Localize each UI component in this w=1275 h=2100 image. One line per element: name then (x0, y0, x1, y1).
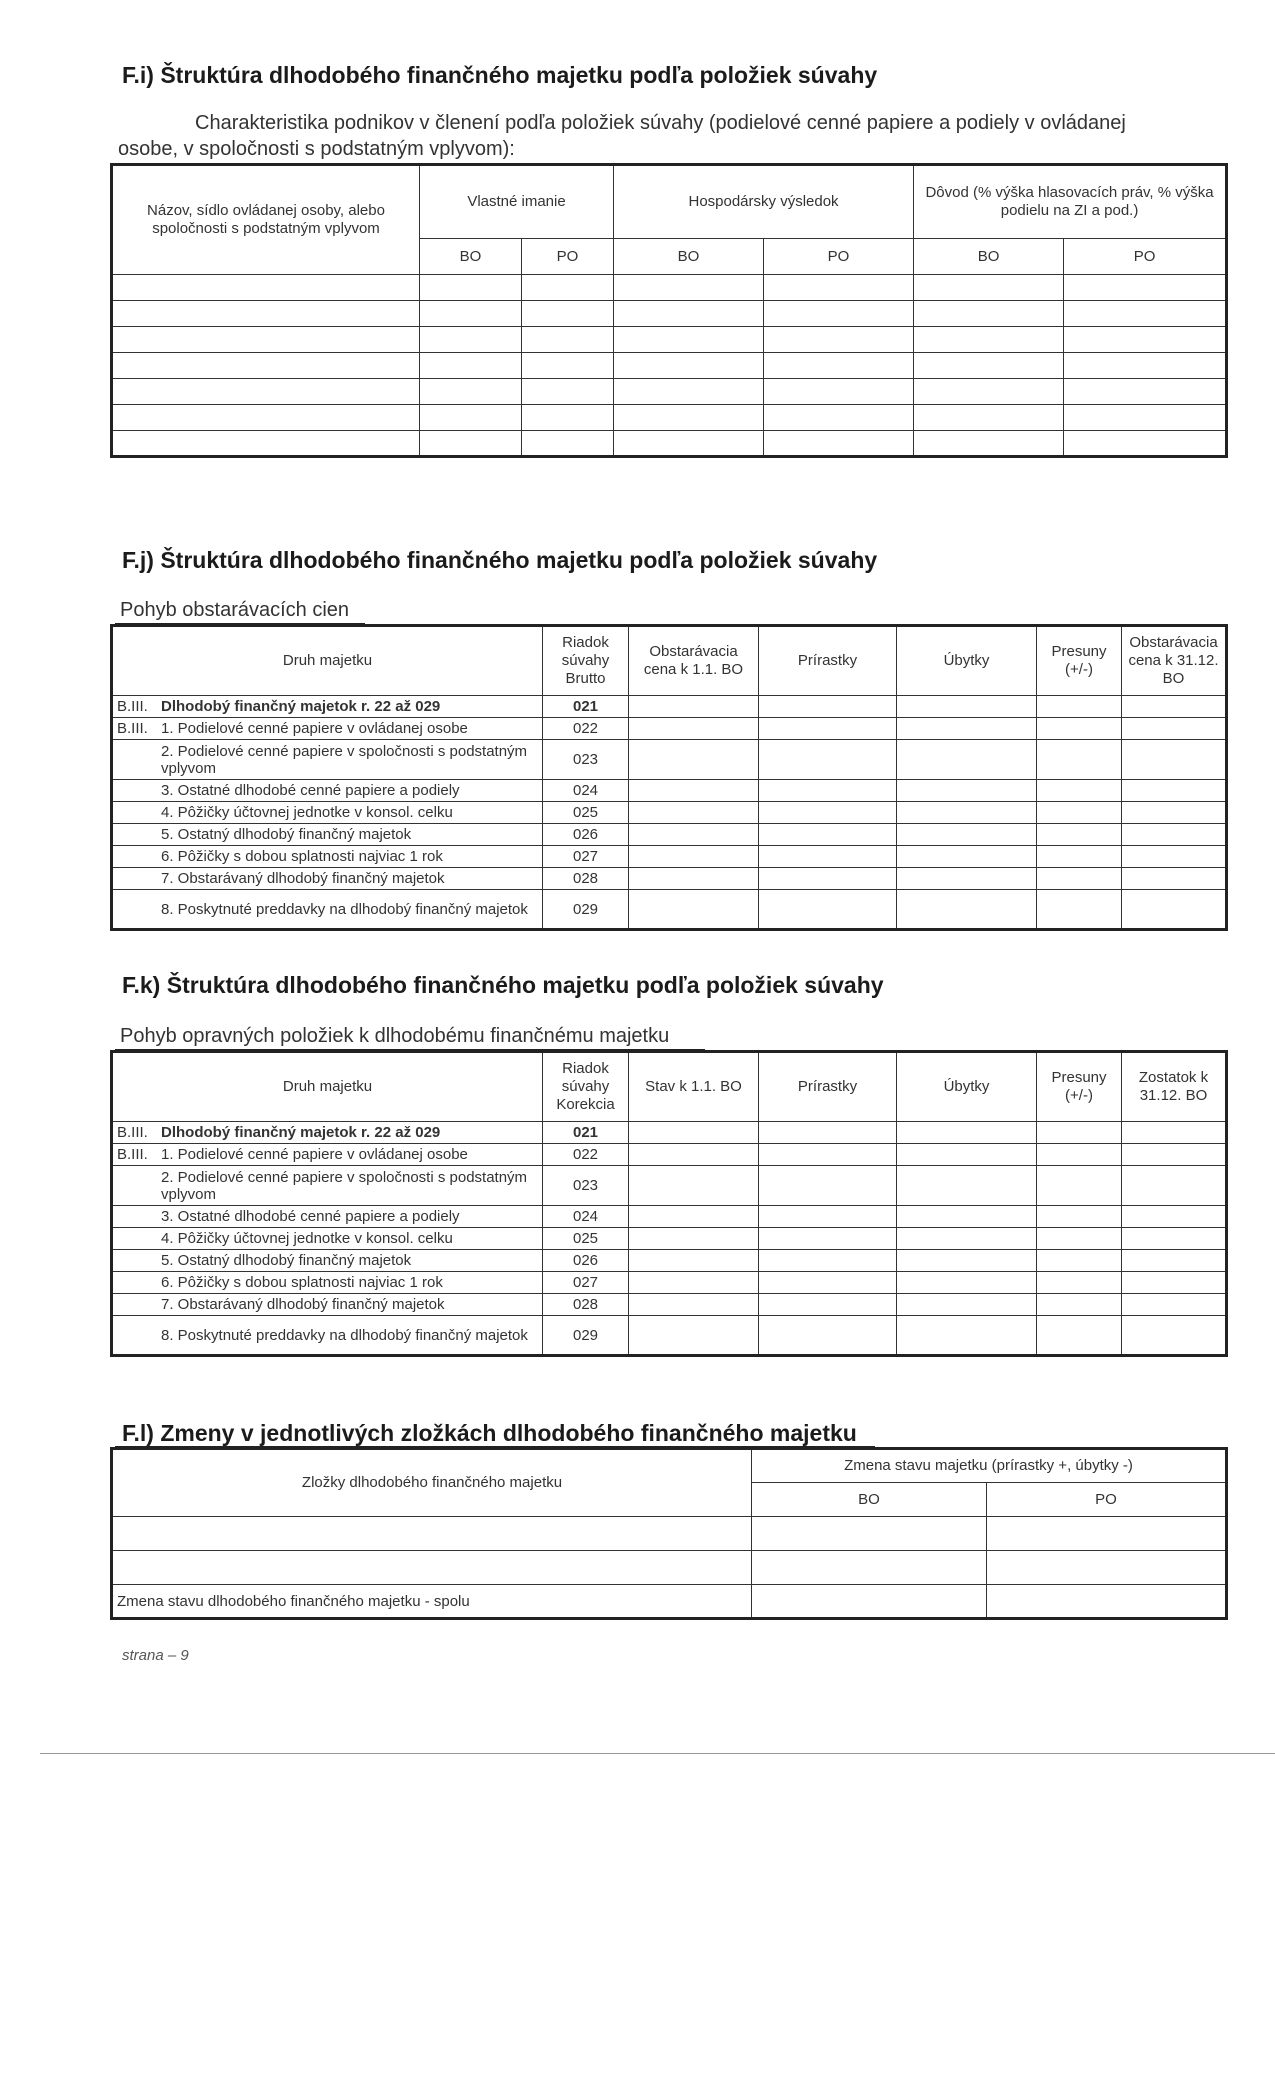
fk-row-label (112, 1144, 543, 1166)
fk-row-text: 6. Pôžičky s dobou splatnosti najviac 1 rok (161, 1274, 443, 1291)
fj-value-cell[interactable] (1122, 824, 1227, 846)
fj-value-cell[interactable] (1122, 696, 1227, 718)
fi-cell[interactable] (522, 405, 614, 431)
fj-table-row (112, 740, 1227, 780)
fk-table-row (112, 1144, 1227, 1166)
fk-row-text: 1. Podielové cenné papiere v ovládanej osobe (161, 1146, 468, 1163)
fj-row-label (112, 696, 543, 718)
fj-table-row (112, 780, 1227, 802)
fj-value-cell[interactable] (1037, 696, 1122, 718)
fk-value-cell[interactable] (1122, 1294, 1227, 1316)
fi-cell[interactable] (764, 431, 914, 457)
fj-value-cell[interactable] (1122, 890, 1227, 930)
fj-row-text: 8. Poskytnuté preddavky na dlhodobý finančný majetok (161, 900, 528, 918)
fk-value-cell[interactable] (1122, 1206, 1227, 1228)
fi-cell[interactable] (914, 353, 1064, 379)
fj-value-cell[interactable] (1037, 740, 1122, 780)
fk-row-prefix: B.III. (117, 1146, 148, 1163)
fk-value-cell[interactable] (629, 1294, 759, 1316)
fj-row-number: 022 (543, 718, 629, 740)
fk-table-row (112, 1206, 1227, 1228)
fk-title: F.k) Štruktúra dlhodobého finančného majetku podľa položiek súvahy (122, 972, 884, 998)
fj-row-text: 3. Ostatné dlhodobé cenné papiere a podiely (161, 782, 460, 799)
fk-row-prefix: B.III. (117, 1124, 148, 1141)
fi-empty-row (112, 431, 1227, 457)
fj-header-start: Obstarávacia cena k 1.1. BO (629, 626, 759, 696)
fj-value-cell[interactable] (897, 780, 1037, 802)
fj-row-label (112, 868, 543, 890)
fi-header-po: PO (1064, 239, 1227, 275)
fi-cell[interactable] (112, 275, 420, 301)
fi-cell[interactable] (1064, 275, 1227, 301)
fk-table-row (112, 1166, 1227, 1206)
fk-value-cell[interactable] (1122, 1272, 1227, 1294)
fk-value-cell[interactable] (1037, 1144, 1122, 1166)
fj-value-cell[interactable] (629, 890, 759, 930)
fl-total-bo[interactable] (752, 1585, 987, 1619)
fj-value-cell[interactable] (629, 846, 759, 868)
fj-value-cell[interactable] (1122, 740, 1227, 780)
fj-value-cell[interactable] (1037, 846, 1122, 868)
fi-cell[interactable] (764, 379, 914, 405)
fi-cell[interactable] (914, 405, 1064, 431)
fj-value-cell[interactable] (897, 846, 1037, 868)
fk-header-decreases: Úbytky (897, 1052, 1037, 1122)
fk-value-cell[interactable] (759, 1206, 897, 1228)
fi-cell[interactable] (614, 379, 764, 405)
fk-value-cell[interactable] (1122, 1228, 1227, 1250)
fi-cell[interactable] (522, 431, 614, 457)
fk-row-label (112, 1294, 543, 1316)
fk-row-number: 028 (543, 1294, 629, 1316)
fk-value-cell[interactable] (897, 1206, 1037, 1228)
fj-row-number: 029 (543, 890, 629, 930)
fk-table-row (112, 1272, 1227, 1294)
fi-header-reason: Dôvod (% výška hlasovacích práv, % výška podielu na ZI a pod.) (914, 165, 1227, 239)
fk-row-text: 7. Obstarávaný dlhodobý finančný majetok (161, 1296, 445, 1313)
fi-cell[interactable] (112, 353, 420, 379)
fj-value-cell[interactable] (897, 868, 1037, 890)
fl-table (110, 1447, 1228, 1620)
fk-row-label (112, 1250, 543, 1272)
fj-value-cell[interactable] (1122, 718, 1227, 740)
fi-title: F.i) Štruktúra dlhodobého finančného majetku podľa položiek súvahy (122, 62, 878, 88)
fk-value-cell[interactable] (759, 1294, 897, 1316)
fi-cell[interactable] (1064, 301, 1227, 327)
fj-value-cell[interactable] (897, 696, 1037, 718)
fk-value-cell[interactable] (629, 1250, 759, 1272)
fj-row-number: 025 (543, 802, 629, 824)
fi-cell[interactable] (914, 431, 1064, 457)
fj-value-cell[interactable] (1037, 824, 1122, 846)
fj-value-cell[interactable] (1037, 718, 1122, 740)
fj-table-row (112, 824, 1227, 846)
fj-value-cell[interactable] (897, 802, 1037, 824)
fi-intro-line1: Charakteristika podnikov v členení podľa položiek súvahy (podielové cenné papiere a podiely v ovládanej (195, 112, 1126, 134)
fi-cell[interactable] (112, 405, 420, 431)
fi-cell[interactable] (614, 405, 764, 431)
fk-value-cell[interactable] (1037, 1272, 1122, 1294)
fl-header-components: Zložky dlhodobého finančného majetku (112, 1449, 752, 1517)
fk-value-cell[interactable] (759, 1272, 897, 1294)
fk-value-cell[interactable] (897, 1250, 1037, 1272)
fj-title: F.j) Štruktúra dlhodobého finančného majetku podľa položiek súvahy (122, 547, 878, 573)
fk-row-number: 027 (543, 1272, 629, 1294)
fi-cell[interactable] (420, 353, 522, 379)
fi-cell[interactable] (764, 405, 914, 431)
fj-value-cell[interactable] (759, 868, 897, 890)
fj-row-text: 7. Obstarávaný dlhodobý finančný majetok (161, 870, 445, 887)
fi-empty-row (112, 405, 1227, 431)
fi-cell[interactable] (614, 353, 764, 379)
fj-value-cell[interactable] (759, 718, 897, 740)
fi-empty-row (112, 301, 1227, 327)
fj-subtitle: Pohyb obstarávacích cien (120, 599, 350, 621)
fj-value-cell[interactable] (759, 824, 897, 846)
fk-row-text: 3. Ostatné dlhodobé cenné papiere a podiely (161, 1208, 460, 1225)
fk-value-cell[interactable] (897, 1294, 1037, 1316)
fj-row-label (112, 824, 543, 846)
fj-table-row (112, 696, 1227, 718)
fi-cell[interactable] (614, 275, 764, 301)
fk-value-cell[interactable] (629, 1144, 759, 1166)
fi-cell[interactable] (112, 301, 420, 327)
fk-value-cell[interactable] (759, 1228, 897, 1250)
fi-header-bo: BO (914, 239, 1064, 275)
fi-cell[interactable] (112, 431, 420, 457)
fi-cell[interactable] (1064, 353, 1227, 379)
fk-value-cell[interactable] (897, 1144, 1037, 1166)
fj-header-type: Druh majetku (112, 626, 543, 696)
fj-header-additions: Prírastky (759, 626, 897, 696)
fk-row-text: 5. Ostatný dlhodobý finančný majetok (161, 1252, 412, 1269)
fi-cell[interactable] (420, 327, 522, 353)
fk-table-row (112, 1316, 1227, 1356)
fk-value-cell[interactable] (759, 1166, 897, 1206)
fk-header-additions: Prírastky (759, 1052, 897, 1122)
fj-value-cell[interactable] (629, 824, 759, 846)
fk-value-cell[interactable] (759, 1250, 897, 1272)
fj-row-text: Dlhodobý finančný majetok r. 22 až 029 (161, 698, 441, 715)
fl-header-change: Zmena stavu majetku (prírastky +, úbytky -) (752, 1449, 1227, 1483)
fj-value-cell[interactable] (897, 740, 1037, 780)
fj-value-cell[interactable] (759, 846, 897, 868)
fk-header-row: Riadok súvahy Korekcia (543, 1052, 629, 1122)
fj-row-text: 4. Pôžičky účtovnej jednotke v konsol. celku (161, 804, 453, 821)
page-divider (40, 1753, 1275, 1754)
fi-cell[interactable] (522, 301, 614, 327)
fj-value-cell[interactable] (1037, 780, 1122, 802)
fj-value-cell[interactable] (629, 740, 759, 780)
fk-value-cell[interactable] (759, 1144, 897, 1166)
fk-value-cell[interactable] (629, 1228, 759, 1250)
fj-table-row (112, 846, 1227, 868)
fj-value-cell[interactable] (1122, 846, 1227, 868)
fj-row-text: 6. Pôžičky s dobou splatnosti najviac 1 rok (161, 848, 443, 865)
fi-cell[interactable] (914, 275, 1064, 301)
fj-value-cell[interactable] (629, 802, 759, 824)
fk-row-label (112, 1272, 543, 1294)
fk-subtitle: Pohyb opravných položiek k dlhodobému finančnému majetku (120, 1025, 670, 1047)
fi-cell[interactable] (764, 301, 914, 327)
fi-header-result: Hospodársky výsledok (614, 165, 914, 239)
fi-cell[interactable] (914, 327, 1064, 353)
fk-row-number: 025 (543, 1228, 629, 1250)
fk-row-label (112, 1316, 543, 1356)
fi-cell[interactable] (522, 379, 614, 405)
fj-row-label (112, 740, 543, 780)
fj-row-number: 023 (543, 740, 629, 780)
fi-cell[interactable] (1064, 431, 1227, 457)
fk-value-cell[interactable] (1122, 1166, 1227, 1206)
fi-cell[interactable] (420, 431, 522, 457)
fi-cell[interactable] (112, 379, 420, 405)
fj-row-prefix: B.III. (117, 698, 148, 715)
fi-cell[interactable] (1064, 379, 1227, 405)
fi-cell[interactable] (764, 353, 914, 379)
fi-cell[interactable] (420, 275, 522, 301)
fj-row-number: 026 (543, 824, 629, 846)
fj-row-label (112, 780, 543, 802)
fk-value-cell[interactable] (897, 1166, 1037, 1206)
fj-value-cell[interactable] (629, 696, 759, 718)
fj-row-number: 028 (543, 868, 629, 890)
fk-row-label (112, 1228, 543, 1250)
fk-row-text: 2. Podielové cenné papiere v spoločnosti s podstatným vplyvom (161, 1168, 528, 1203)
fl-total-po[interactable] (987, 1585, 1227, 1619)
fj-table-row (112, 890, 1227, 930)
fi-cell[interactable] (522, 327, 614, 353)
fk-value-cell[interactable] (1037, 1166, 1122, 1206)
fj-header-row: Riadok súvahy Brutto (543, 626, 629, 696)
fk-value-cell[interactable] (1122, 1122, 1227, 1144)
fi-empty-row (112, 275, 1227, 301)
fk-value-cell[interactable] (897, 1316, 1037, 1356)
fj-row-label (112, 890, 543, 930)
fk-table-row (112, 1250, 1227, 1272)
fi-header-po: PO (764, 239, 914, 275)
fj-value-cell[interactable] (897, 824, 1037, 846)
fi-cell[interactable] (420, 405, 522, 431)
fk-row-number: 024 (543, 1206, 629, 1228)
page-number: strana – 9 (122, 1647, 189, 1664)
fj-value-cell[interactable] (759, 696, 897, 718)
fk-value-cell[interactable] (1037, 1250, 1122, 1272)
fk-row-number: 022 (543, 1144, 629, 1166)
fi-cell[interactable] (522, 275, 614, 301)
fj-row-label (112, 846, 543, 868)
fj-table-row (112, 868, 1227, 890)
fj-row-text: 5. Ostatný dlhodobý finančný majetok (161, 826, 412, 843)
fk-table (110, 1050, 1228, 1357)
fk-row-number: 026 (543, 1250, 629, 1272)
fk-table-row (112, 1122, 1227, 1144)
fi-cell[interactable] (614, 327, 764, 353)
fk-value-cell[interactable] (1122, 1316, 1227, 1356)
fi-header-name: Názov, sídlo ovládanej osoby, alebo spoločnosti s podstatným vplyvom (112, 165, 420, 275)
fk-header-end: Zostatok k 31.12. BO (1122, 1052, 1227, 1122)
fj-value-cell[interactable] (629, 780, 759, 802)
fi-cell[interactable] (914, 301, 1064, 327)
fj-header-transfers: Presuny (+/-) (1037, 626, 1122, 696)
fj-value-cell[interactable] (897, 718, 1037, 740)
fk-row-text: 8. Poskytnuté preddavky na dlhodobý finančný majetok (161, 1326, 528, 1344)
fj-header-decreases: Úbytky (897, 626, 1037, 696)
fi-empty-row (112, 327, 1227, 353)
fj-header-end: Obstarávacia cena k 31.12. BO (1122, 626, 1227, 696)
fj-value-cell[interactable] (1037, 868, 1122, 890)
fk-value-cell[interactable] (897, 1228, 1037, 1250)
fk-table-row (112, 1294, 1227, 1316)
fj-row-number: 024 (543, 780, 629, 802)
fi-cell[interactable] (420, 301, 522, 327)
fk-value-cell[interactable] (1122, 1250, 1227, 1272)
fi-empty-row (112, 353, 1227, 379)
fj-table-row (112, 802, 1227, 824)
fj-value-cell[interactable] (629, 718, 759, 740)
fk-header-start: Stav k 1.1. BO (629, 1052, 759, 1122)
fl-header-bo: BO (752, 1483, 987, 1517)
fk-value-cell[interactable] (629, 1206, 759, 1228)
fj-value-cell[interactable] (1037, 802, 1122, 824)
fj-value-cell[interactable] (1122, 802, 1227, 824)
fi-cell[interactable] (522, 353, 614, 379)
fj-table-row (112, 718, 1227, 740)
fk-value-cell[interactable] (629, 1122, 759, 1144)
fi-intro-line2: osobe, v spoločnosti s podstatným vplyvom): (118, 138, 515, 160)
fj-value-cell[interactable] (629, 868, 759, 890)
fk-table-row (112, 1228, 1227, 1250)
fj-value-cell[interactable] (759, 780, 897, 802)
fj-row-label (112, 718, 543, 740)
fk-value-cell[interactable] (897, 1122, 1037, 1144)
fj-value-cell[interactable] (759, 740, 897, 780)
fj-row-prefix: B.III. (117, 720, 148, 737)
fi-header-bo: BO (614, 239, 764, 275)
fk-header-transfers: Presuny (+/-) (1037, 1052, 1122, 1122)
fj-row-text: 2. Podielové cenné papiere v spoločnosti s podstatným vplyvom (161, 742, 528, 777)
fi-cell[interactable] (420, 379, 522, 405)
fi-header-bo: BO (420, 239, 522, 275)
fk-value-cell[interactable] (759, 1316, 897, 1356)
fj-value-cell[interactable] (1122, 868, 1227, 890)
fl-header-po: PO (987, 1483, 1227, 1517)
fk-value-cell[interactable] (897, 1272, 1037, 1294)
fk-value-cell[interactable] (1037, 1316, 1122, 1356)
fi-header-po: PO (522, 239, 614, 275)
fj-value-cell[interactable] (1037, 890, 1122, 930)
fj-row-text: 1. Podielové cenné papiere v ovládanej osobe (161, 720, 468, 737)
fk-row-text: 4. Pôžičky účtovnej jednotke v konsol. celku (161, 1230, 453, 1247)
fi-cell[interactable] (1064, 327, 1227, 353)
fk-value-cell[interactable] (759, 1122, 897, 1144)
fk-value-cell[interactable] (629, 1316, 759, 1356)
fi-cell[interactable] (914, 379, 1064, 405)
fk-header-type: Druh majetku (112, 1052, 543, 1122)
fi-cell[interactable] (614, 301, 764, 327)
fj-row-number: 021 (543, 696, 629, 718)
fi-empty-row (112, 379, 1227, 405)
fi-cell[interactable] (614, 431, 764, 457)
fk-row-number: 023 (543, 1166, 629, 1206)
fk-row-label (112, 1166, 543, 1206)
fj-row-number: 027 (543, 846, 629, 868)
fk-value-cell[interactable] (1037, 1122, 1122, 1144)
fk-value-cell[interactable] (1037, 1228, 1122, 1250)
fk-row-text: Dlhodobý finančný majetok r. 22 až 029 (161, 1124, 441, 1141)
fj-value-cell[interactable] (897, 890, 1037, 930)
fi-cell[interactable] (1064, 405, 1227, 431)
fl-total-label: Zmena stavu dlhodobého finančného majetku - spolu (112, 1585, 752, 1619)
fi-table (110, 163, 1228, 458)
fj-value-cell[interactable] (759, 802, 897, 824)
fk-value-cell[interactable] (1037, 1206, 1122, 1228)
fk-value-cell[interactable] (629, 1166, 759, 1206)
fk-value-cell[interactable] (629, 1272, 759, 1294)
fj-value-cell[interactable] (1122, 780, 1227, 802)
fk-value-cell[interactable] (1037, 1294, 1122, 1316)
fk-value-cell[interactable] (1122, 1144, 1227, 1166)
fk-row-number: 029 (543, 1316, 629, 1356)
fj-row-label (112, 802, 543, 824)
fk-row-label (112, 1206, 543, 1228)
fi-cell[interactable] (764, 275, 914, 301)
fi-header-equity: Vlastné imanie (420, 165, 614, 239)
fi-cell[interactable] (764, 327, 914, 353)
fk-row-number: 021 (543, 1122, 629, 1144)
fj-value-cell[interactable] (759, 890, 897, 930)
fi-cell[interactable] (112, 327, 420, 353)
fj-table (110, 624, 1228, 931)
fk-row-label (112, 1122, 543, 1144)
fl-title: F.l) Zmeny v jednotlivých zložkách dlhodobého finančného majetku (122, 1420, 857, 1446)
